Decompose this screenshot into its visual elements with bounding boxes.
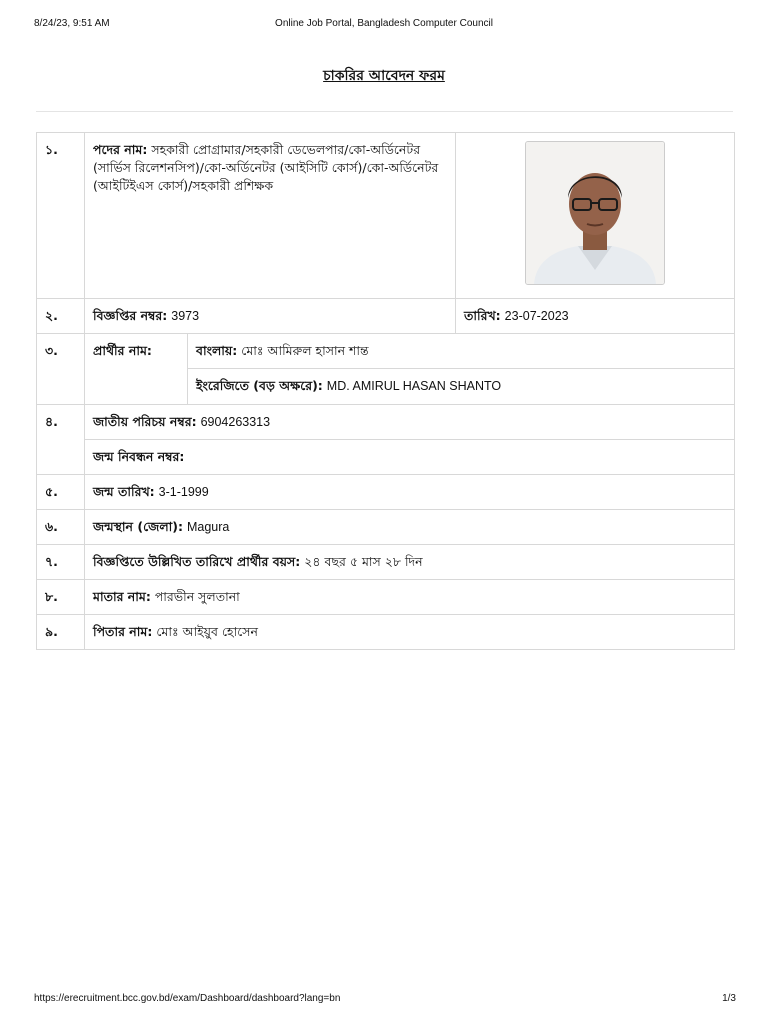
name-bangla-cell bbox=[188, 334, 735, 369]
date-of-birth-cell bbox=[85, 474, 735, 509]
row-number: ৯. bbox=[37, 615, 85, 650]
applicant-name-label: প্রার্থীর নাম: bbox=[93, 343, 152, 359]
row-number: ২. bbox=[37, 299, 85, 334]
mother-name-value: পারভীন সুলতানা bbox=[154, 589, 240, 605]
circular-date-label: তারিখ: bbox=[464, 308, 501, 324]
birth-district-label: জন্মস্থান (জেলা): bbox=[93, 518, 183, 534]
father-name-cell bbox=[85, 615, 735, 650]
father-name-label: পিতার নাম: bbox=[93, 624, 153, 640]
applicant-portrait-image bbox=[526, 142, 664, 284]
date-of-birth-value: 3-1-1999 bbox=[158, 484, 209, 499]
national-id-value: 6904263313 bbox=[200, 414, 271, 429]
row-applicant-name-bn bbox=[37, 334, 735, 369]
row-number: ৩. bbox=[37, 334, 85, 404]
row-applicant-age bbox=[37, 545, 735, 580]
name-english-label: ইংরেজিতে (বড় অক্ষরে): bbox=[196, 378, 323, 394]
print-page-title: Online Job Portal, Bangladesh Computer Council bbox=[275, 18, 493, 29]
form-title: চাকরির আবেদন ফরম bbox=[323, 68, 445, 84]
row-national-id bbox=[37, 404, 735, 439]
page-number: 1/3 bbox=[722, 993, 736, 1004]
applicant-age-label: বিজ্ঞপ্তিতে উল্লিখিত তারিখে প্রার্থীর বয়স: bbox=[93, 554, 301, 569]
name-bangla-value: মোঃ আমিরুল হাসান শান্ত bbox=[241, 343, 369, 359]
row-circular-number bbox=[37, 299, 735, 334]
application-form-table bbox=[36, 132, 735, 650]
post-name-value: সহকারী প্রোগ্রামার/সহকারী ডেভেলপার/কো-অর্ডিনেটর (সার্ভিস রিলেশনসিপ)/কো-অর্ডিনেটর (আইসিটি কোর্স)/কো-অর্ডিনেটর (আইটিইএস কোর্স)/সহকারী প্রশিক্ষক bbox=[93, 142, 439, 194]
name-english-value: MD. AMIRUL HASAN SHANTO bbox=[326, 379, 502, 394]
row-birth-registration bbox=[37, 439, 735, 474]
national-id-cell bbox=[85, 404, 735, 439]
post-name-label: পদের নাম: bbox=[93, 142, 148, 157]
birth-district-value: Magura bbox=[186, 519, 230, 534]
circular-date-cell bbox=[456, 299, 735, 334]
mother-name-cell bbox=[85, 580, 735, 615]
post-name-cell bbox=[85, 133, 456, 299]
row-post-name bbox=[37, 133, 735, 299]
birth-registration-cell bbox=[85, 439, 735, 474]
name-english-cell bbox=[188, 369, 735, 404]
applicant-photo bbox=[525, 141, 665, 285]
birth-registration-label: জন্ম নিবন্ধন নম্বর: bbox=[93, 448, 185, 464]
row-father-name bbox=[37, 615, 735, 650]
applicant-age-cell bbox=[85, 545, 735, 580]
applicant-name-label-cell bbox=[85, 334, 188, 404]
row-number: ৮. bbox=[37, 580, 85, 615]
father-name-value: মোঃ আইয়ুব হোসেন bbox=[156, 624, 258, 640]
row-date-of-birth bbox=[37, 474, 735, 509]
name-bangla-label: বাংলায়: bbox=[196, 343, 238, 359]
applicant-age-value: ২৪ বছর ৫ মাস ২৮ দিন bbox=[304, 554, 423, 569]
row-mother-name bbox=[37, 580, 735, 615]
circular-number-value: 3973 bbox=[171, 309, 200, 324]
circular-number-cell bbox=[85, 299, 456, 334]
mother-name-label: মাতার নাম: bbox=[93, 589, 151, 605]
national-id-label: জাতীয় পরিচয় নম্বর: bbox=[93, 413, 197, 429]
print-url: https://erecruitment.bcc.gov.bd/exam/Dashboard/dashboard?lang=bn bbox=[34, 993, 341, 1004]
birth-district-cell bbox=[85, 509, 735, 544]
row-number: ৪. bbox=[37, 404, 85, 474]
photo-cell bbox=[456, 133, 735, 299]
row-number: ১. bbox=[37, 133, 85, 299]
title-divider bbox=[36, 111, 733, 112]
circular-number-label: বিজ্ঞপ্তির নম্বর: bbox=[93, 308, 168, 324]
print-datetime: 8/24/23, 9:51 AM bbox=[34, 18, 110, 29]
row-number: ৫. bbox=[37, 474, 85, 509]
row-birth-district bbox=[37, 509, 735, 544]
row-number: ৬. bbox=[37, 509, 85, 544]
row-number: ৭. bbox=[37, 545, 85, 580]
date-of-birth-label: জন্ম তারিখ: bbox=[93, 483, 155, 499]
circular-date-value: 23-07-2023 bbox=[504, 309, 569, 324]
